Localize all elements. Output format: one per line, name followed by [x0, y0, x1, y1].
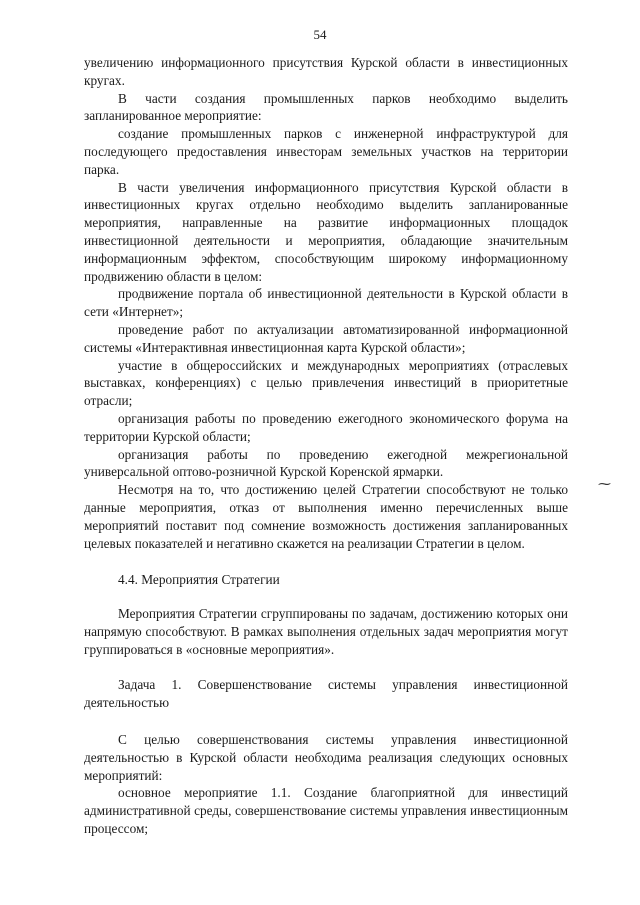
paragraph: В части увеличения информационного присутствия Курской области в инвестиционных кругах отдельно необходимо выделить запланированные мероприятия, направленные на развитие информационных площадок инвестиционной деятельности и мероприятия, обладающие значительным информационным эффектом, способствующим широкому информационному продвижению области в целом:	[84, 179, 568, 284]
paragraph: С целью совершенствования системы управления инвестиционной деятельностью в Курской области необходима реализация следующих основных мероприятий:	[84, 732, 568, 783]
task-heading-block	[84, 676, 568, 712]
body-text-block-1	[84, 54, 568, 552]
task-heading: Задача 1. Совершенствование системы управления инвестиционной деятельностью	[84, 677, 568, 710]
paragraph: Несмотря на то, что достижению целей Стратегии способствуют не только данные мероприятия, отказ от выполнения именно перечисленных выше мероприятий поставит под сомнение возможность достижения запланированных целевых показателей и негативно скажется на реализации Стратегии в целом.	[84, 482, 568, 551]
list-item: основное мероприятие 1.1. Создание благоприятной для инвестиций административной среды, совершенствование системы управления инвестиционным процессом;	[84, 785, 568, 836]
body-text-block-2	[84, 605, 568, 658]
list-item: организация работы по проведению ежегодной межрегиональной универсальной оптово-розничной Курской Коренской ярмарки.	[84, 446, 568, 480]
paragraph: увеличению информационного присутствия Курской области в инвестиционных кругах.	[84, 55, 568, 88]
list-item: участие в общероссийских и международных мероприятиях (отраслевых выставках, конференциях) с целью привлечения инвестиций в приоритетные отрасли;	[84, 357, 568, 409]
section-heading: 4.4. Мероприятия Стратегии	[118, 572, 280, 587]
body-text-block-3	[84, 731, 568, 838]
paragraph: Мероприятия Стратегии сгруппированы по задачам, достижению которых они напрямую способствуют. В рамках выполнения отдельных задач мероприятия могут группироваться в «основные мероприятия».	[84, 606, 568, 657]
list-item: проведение работ по актуализации автоматизированной информационной системы «Интерактивная инвестиционная карта Курской области»;	[84, 321, 568, 355]
paragraph: В части создания промышленных парков необходимо выделить запланированное мероприятие:	[84, 90, 568, 124]
list-item: создание промышленных парков с инженерной инфраструктурой для последующего предоставления инвесторам земельных участков на территории парка.	[84, 126, 568, 177]
margin-mark: ⁓	[598, 476, 611, 491]
list-item: продвижение портала об инвестиционной деятельности в Курской области в сети «Интернет»;	[84, 286, 568, 320]
list-item: организация работы по проведению ежегодного экономического форума на территории Курской области;	[84, 410, 568, 444]
page-number: 54	[313, 27, 327, 42]
